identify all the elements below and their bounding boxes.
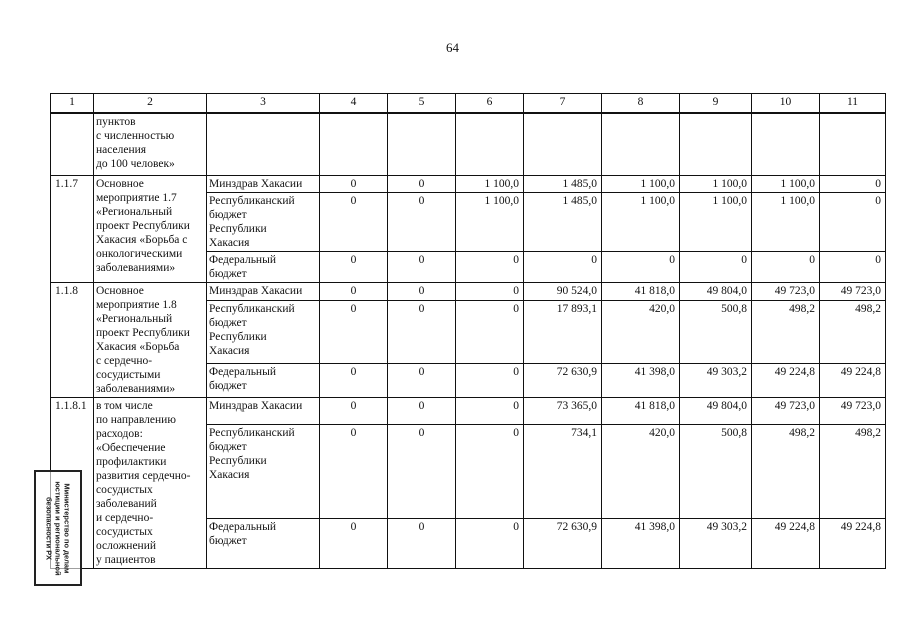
executor-cell: Минздрав Хакасии [207,282,320,300]
value-cell: 1 100,0 [752,175,820,192]
value-cell: 0 [320,282,388,300]
value-cell: 41 818,0 [602,282,680,300]
value-cell: 498,2 [752,300,820,363]
empty-cell [820,113,886,175]
value-cell: 0 [320,192,388,251]
empty-cell [524,113,602,175]
value-cell: 0 [456,282,524,300]
stamp [34,470,82,586]
value-cell: 49 723,0 [752,397,820,424]
value-cell: 1 100,0 [602,175,680,192]
empty-cell [752,113,820,175]
value-cell: 0 [820,192,886,251]
value-cell: 0 [320,424,388,518]
measure-code-cell: 1.1.7 [51,175,94,282]
page-number: 64 [446,40,459,55]
value-cell: 500,8 [680,300,752,363]
value-cell: 0 [388,251,456,282]
value-cell: 1 100,0 [680,175,752,192]
value-cell: 0 [388,192,456,251]
value-cell: 420,0 [602,424,680,518]
value-cell: 49 224,8 [752,364,820,397]
value-cell: 0 [320,300,388,363]
header-cell: 6 [456,94,524,114]
value-cell: 1 100,0 [752,192,820,251]
header-cell: 2 [94,94,207,114]
empty-cell [680,113,752,175]
measure-code-cell: 1.1.8 [51,282,94,397]
value-cell: 49 804,0 [680,282,752,300]
header-cell: 8 [602,94,680,114]
value-cell: 0 [388,300,456,363]
value-cell: 0 [320,518,388,568]
value-cell: 0 [388,424,456,518]
table-body [51,94,886,569]
empty-cell [456,113,524,175]
value-cell: 0 [456,424,524,518]
table-row [51,175,886,192]
value-cell: 0 [388,518,456,568]
empty-cell [602,113,680,175]
executor-cell: Федеральный бюджет [207,518,320,568]
empty-cell [320,113,388,175]
measure-name-cell: Основное мероприятие 1.8 «Региональный проект Республики Хакасия «Борьба с сердечно- сосудистыми заболеваниями» [94,282,207,397]
value-cell: 0 [456,300,524,363]
value-cell: 0 [320,175,388,192]
value-cell: 1 485,0 [524,192,602,251]
header-cell: 7 [524,94,602,114]
value-cell: 1 100,0 [680,192,752,251]
value-cell: 0 [388,397,456,424]
value-cell: 0 [524,251,602,282]
value-cell: 1 485,0 [524,175,602,192]
value-cell: 41 398,0 [602,364,680,397]
header-cell: 4 [320,94,388,114]
code-cell [51,113,94,175]
value-cell: 0 [456,251,524,282]
value-cell: 0 [456,518,524,568]
executor-cell: Федеральный бюджет [207,364,320,397]
measure-name-cell: пунктов с численностью населения до 100 человек» [94,113,207,175]
value-cell: 49 303,2 [680,364,752,397]
value-cell: 0 [388,282,456,300]
header-cell: 10 [752,94,820,114]
budget-table [50,93,886,569]
measure-name-cell: в том числе по направлению расходов: «Обеспечение профилактики развития сердечно- сосудистых заболеваний и сердечно- сосудистых осложнений у пациентов [94,397,207,568]
executor-cell: Республиканский бюджет Республики Хакасия [207,300,320,363]
value-cell: 0 [388,175,456,192]
value-cell: 498,2 [820,300,886,363]
header-cell: 5 [388,94,456,114]
value-cell: 90 524,0 [524,282,602,300]
value-cell: 1 100,0 [456,175,524,192]
value-cell: 1 100,0 [456,192,524,251]
header-cell: 1 [51,94,94,114]
executor-cell: Федеральный бюджет [207,251,320,282]
value-cell: 0 [680,251,752,282]
value-cell: 1 100,0 [602,192,680,251]
value-cell: 17 893,1 [524,300,602,363]
value-cell: 0 [602,251,680,282]
header-cell: 3 [207,94,320,114]
table-row [51,397,886,424]
value-cell: 49 723,0 [752,282,820,300]
empty-cell [388,113,456,175]
value-cell: 0 [456,397,524,424]
value-cell: 49 303,2 [680,518,752,568]
value-cell: 49 224,8 [820,518,886,568]
value-cell: 0 [320,364,388,397]
value-cell: 420,0 [602,300,680,363]
executor-cell: Республиканский бюджет Республики Хакасия [207,192,320,251]
empty-cell [207,113,320,175]
value-cell: 0 [320,397,388,424]
value-cell: 73 365,0 [524,397,602,424]
value-cell: 0 [388,364,456,397]
value-cell: 49 224,8 [820,364,886,397]
value-cell: 500,8 [680,424,752,518]
header-cell: 11 [820,94,886,114]
value-cell: 72 630,9 [524,364,602,397]
value-cell: 0 [752,251,820,282]
measure-code-cell: 1.1.8.1 [51,397,94,568]
executor-cell: Минздрав Хакасии [207,397,320,424]
value-cell: 0 [820,175,886,192]
table-row [51,113,886,175]
value-cell: 734,1 [524,424,602,518]
executor-cell: Минздрав Хакасии [207,175,320,192]
measure-name-cell: Основное мероприятие 1.7 «Региональный проект Республики Хакасия «Борьба с онкологическими заболеваниями» [94,175,207,282]
value-cell: 498,2 [752,424,820,518]
value-cell: 49 723,0 [820,282,886,300]
value-cell: 41 818,0 [602,397,680,424]
table-row [51,282,886,300]
value-cell: 49 723,0 [820,397,886,424]
value-cell: 49 804,0 [680,397,752,424]
header-cell: 9 [680,94,752,114]
table-header-row [51,94,886,114]
value-cell: 0 [320,251,388,282]
stamp-text: Министерство по делам юстиции и региональной безопасности РХ [44,480,72,576]
value-cell: 0 [820,251,886,282]
value-cell: 72 630,9 [524,518,602,568]
value-cell: 49 224,8 [752,518,820,568]
value-cell: 0 [456,364,524,397]
value-cell: 41 398,0 [602,518,680,568]
executor-cell: Республиканский бюджет Республики Хакасия [207,424,320,518]
value-cell: 498,2 [820,424,886,518]
